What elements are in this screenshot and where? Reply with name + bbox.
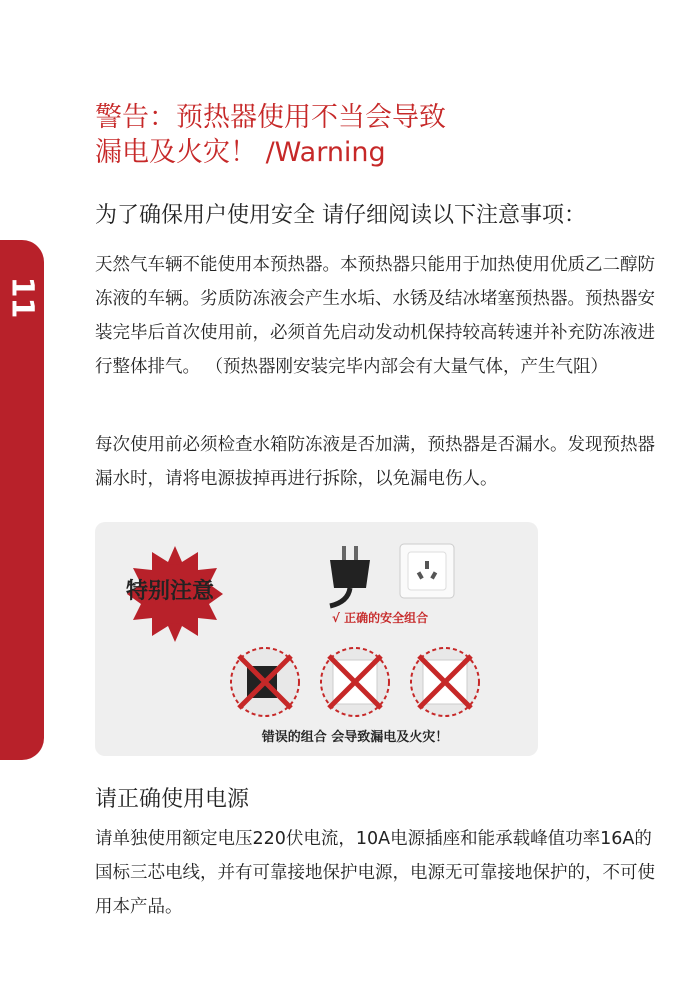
paragraph-check	[95, 428, 665, 496]
paragraph-text: 请单独使用额定电压220伏电流，10A电源插座和能承载峰值功率16A的国标三芯电线，并有可靠接地保护电源，电源无可靠接地保护的，不可使用本产品。	[95, 829, 655, 917]
wrong-combination-label: 错误的组合 会导致漏电及火灾！	[261, 730, 449, 745]
plug-icon	[320, 540, 380, 610]
notice-illustration	[95, 522, 538, 756]
wrong-combinations-icon	[225, 642, 485, 722]
paragraph-text: 每次使用前必须检查水箱防冻液是否加满，预热器是否漏水。发现预热器漏水时，请将电源拔掉再进行拆除，以免漏电伤人。	[95, 435, 655, 489]
warning-title	[95, 100, 615, 170]
warning-line-1: 警告：预热器使用不当会导致	[95, 102, 446, 133]
page-number: 11	[4, 276, 40, 319]
section-title: 请正确使用电源	[95, 787, 250, 812]
paragraph-power	[95, 822, 665, 924]
subtitle: 为了确保用户使用安全 请仔细阅读以下注意事项：	[95, 203, 586, 228]
socket-icon	[398, 542, 456, 600]
side-tab	[0, 240, 44, 760]
badge-label: 特别注意	[125, 579, 214, 604]
paragraph-text: 天然气车辆不能使用本预热器。本预热器只能用于加热使用优质乙二醇防冻液的车辆。劣质防冻液会产生水垢、水锈及结冰堵塞预热器。预热器安装完毕后首次使用前，必须首先启动发动机保持较高转速并补充防冻液进行整体排气。 （预热器刚安装完毕内部会有大量气体，产生气阻）	[95, 255, 655, 377]
correct-combination-label: √ 正确的安全组合	[331, 611, 429, 625]
paragraph-antifreeze	[95, 248, 665, 384]
warning-line-2: 漏电及火灾！ /Warning	[95, 137, 386, 168]
